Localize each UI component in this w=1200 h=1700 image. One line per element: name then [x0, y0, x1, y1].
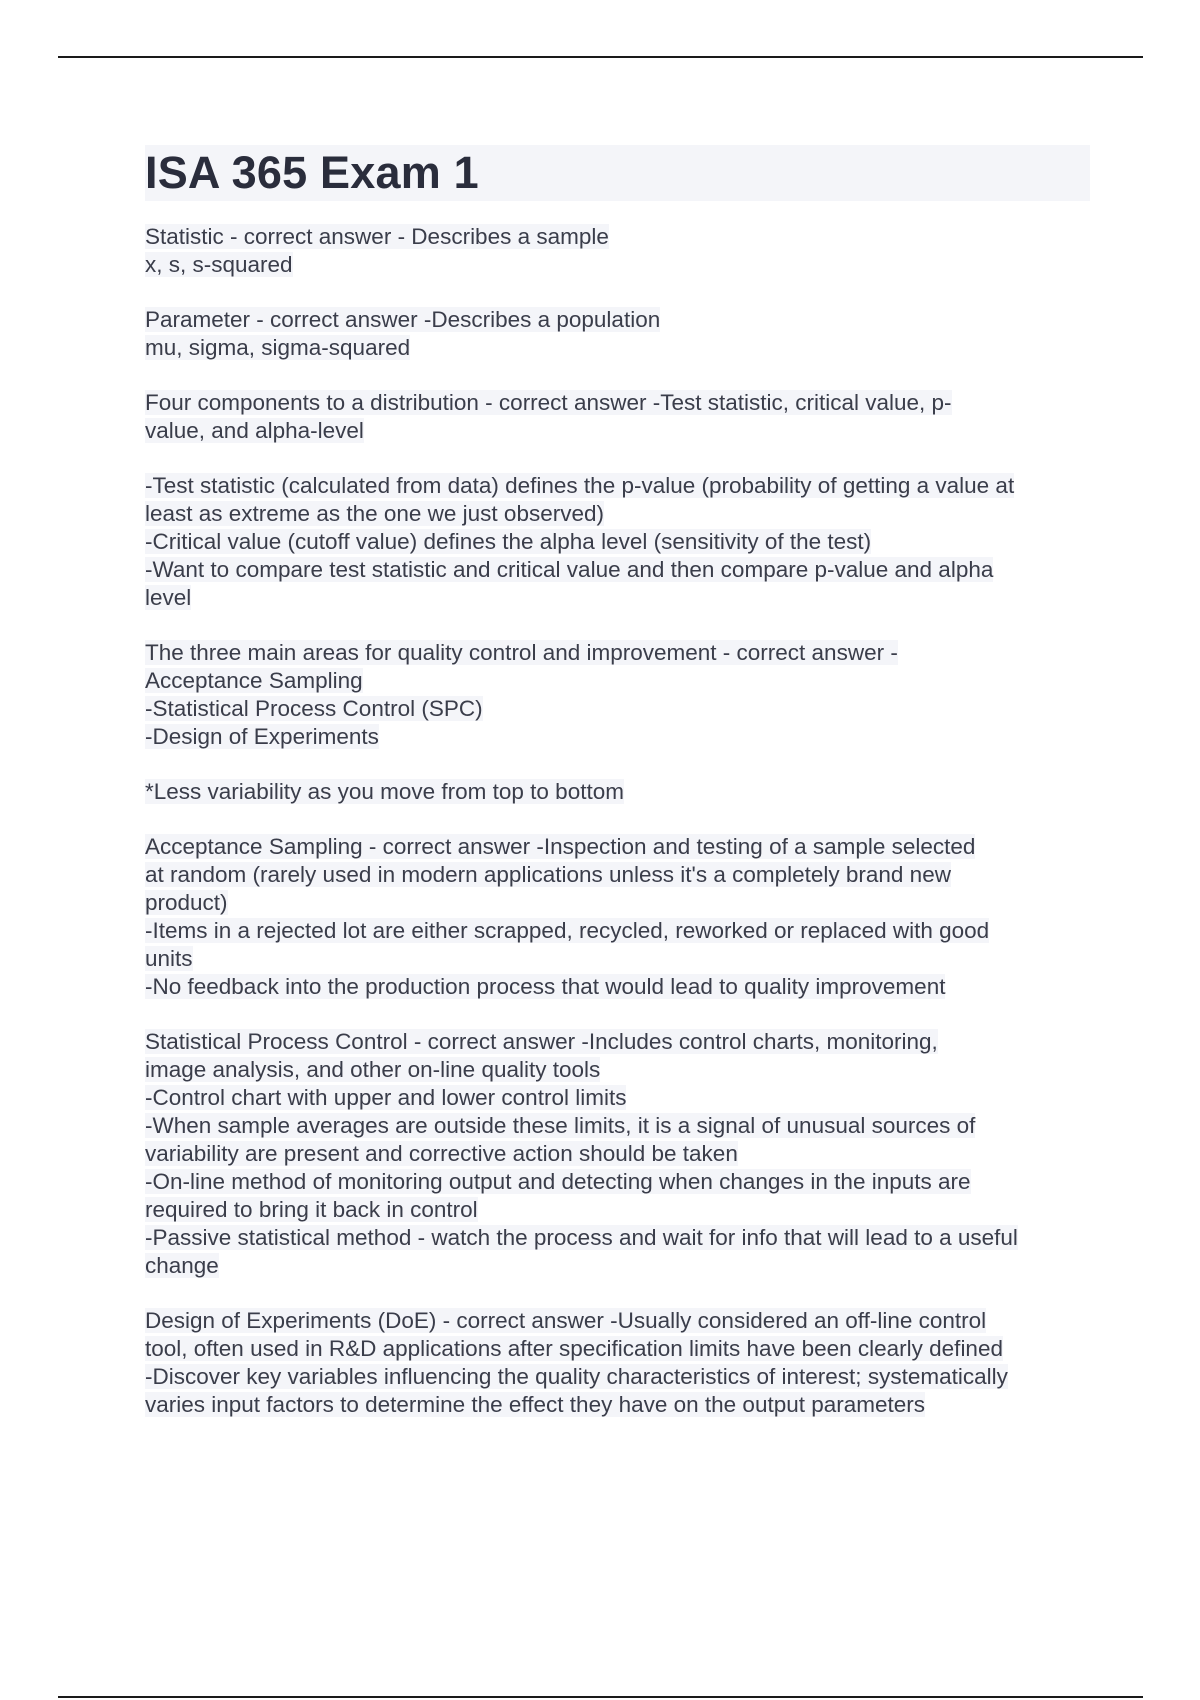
text-line [145, 833, 1090, 861]
text-line-content: level [145, 585, 192, 610]
text-line [145, 251, 1090, 279]
text-line [145, 778, 1090, 806]
text-line [145, 1363, 1090, 1391]
text-line-content: image analysis, and other on-line quality tools [145, 1057, 601, 1082]
text-line [145, 1391, 1090, 1419]
text-line-content: Acceptance Sampling - correct answer -Inspection and testing of a sample selected [145, 834, 976, 859]
text-line [145, 695, 1090, 723]
text-line-content: value, and alpha-level [145, 418, 364, 443]
text-line [145, 389, 1090, 417]
text-line [145, 417, 1090, 445]
text-line-content: at random (rarely used in modern applications unless it's a completely brand new [145, 862, 951, 887]
text-line [145, 1168, 1090, 1196]
page-title: ISA 365 Exam 1 [145, 147, 479, 198]
text-line [145, 945, 1090, 973]
text-line-content: variability are present and corrective action should be taken [145, 1141, 738, 1166]
text-line [145, 889, 1090, 917]
text-line-content: change [145, 1253, 219, 1278]
text-line-content: Design of Experiments (DoE) - correct answer -Usually considered an off-line control [145, 1308, 987, 1333]
text-line-content: mu, sigma, sigma-squared [145, 335, 411, 360]
text-line [145, 528, 1090, 556]
text-line-content: -Want to compare test statistic and critical value and then compare p-value and alpha [145, 557, 994, 582]
text-line-content: *Less variability as you move from top to bottom [145, 779, 624, 804]
text-line [145, 723, 1090, 751]
text-line-content: -Control chart with upper and lower control limits [145, 1085, 627, 1110]
text-line [145, 1056, 1090, 1084]
text-line [145, 306, 1090, 334]
text-line [145, 917, 1090, 945]
text-line-content: -Statistical Process Control (SPC) [145, 696, 483, 721]
text-line-content: least as extreme as the one we just observed) [145, 501, 604, 526]
qa-block [145, 472, 1090, 612]
text-line-content: -Discover key variables influencing the quality characteristics of interest; systematically [145, 1364, 1008, 1389]
qa-block [145, 389, 1090, 445]
text-line-content: Parameter - correct answer -Describes a population [145, 307, 661, 332]
text-line [145, 1307, 1090, 1335]
text-line [145, 1335, 1090, 1363]
text-line [145, 1224, 1090, 1252]
text-line [145, 973, 1090, 1001]
text-line-content: Four components to a distribution - correct answer -Test statistic, critical value, p- [145, 390, 952, 415]
text-line [145, 1140, 1090, 1168]
text-line [145, 223, 1090, 251]
text-line-content: Acceptance Sampling [145, 668, 363, 693]
text-line-content: varies input factors to determine the effect they have on the output parameters [145, 1392, 926, 1417]
qa-block [145, 1028, 1090, 1280]
text-line-content: tool, often used in R&D applications after specification limits have been clearly defined [145, 1336, 1003, 1361]
answer-blocks [145, 223, 1090, 1419]
qa-block [145, 223, 1090, 279]
text-line-content: product) [145, 890, 228, 915]
qa-block [145, 639, 1090, 751]
text-line [145, 334, 1090, 362]
text-line-content: -No feedback into the production process that would lead to quality improvement [145, 974, 946, 999]
text-line [145, 1112, 1090, 1140]
text-line-content: -When sample averages are outside these limits, it is a signal of unusual sources of [145, 1113, 976, 1138]
qa-block [145, 306, 1090, 362]
text-line [145, 861, 1090, 889]
text-line-content: -On-line method of monitoring output and detecting when changes in the inputs are [145, 1169, 971, 1194]
qa-block [145, 778, 1090, 806]
text-line-content: -Critical value (cutoff value) defines the alpha level (sensitivity of the test) [145, 529, 872, 554]
text-line-content: The three main areas for quality control and improvement - correct answer - [145, 640, 898, 665]
text-line-content: -Test statistic (calculated from data) defines the p-value (probability of getting a value at [145, 473, 1015, 498]
text-line [145, 667, 1090, 695]
text-line-content: Statistical Process Control - correct answer -Includes control charts, monitoring, [145, 1029, 938, 1054]
qa-block [145, 1307, 1090, 1419]
text-line-content: units [145, 946, 193, 971]
text-line-content: x, s, s-squared [145, 252, 293, 277]
text-line [145, 1028, 1090, 1056]
text-line [145, 500, 1090, 528]
text-line-content: -Passive statistical method - watch the process and wait for info that will lead to a useful [145, 1225, 1018, 1250]
text-line [145, 639, 1090, 667]
top-rule [58, 56, 1143, 58]
text-line [145, 1084, 1090, 1112]
title-band [145, 145, 1090, 201]
text-line-content: -Items in a rejected lot are either scrapped, recycled, reworked or replaced with good [145, 918, 990, 943]
text-line-content: required to bring it back in control [145, 1197, 478, 1222]
text-line [145, 556, 1090, 584]
text-line-content: Statistic - correct answer - Describes a sample [145, 224, 609, 249]
text-line [145, 472, 1090, 500]
text-line [145, 1252, 1090, 1280]
text-line-content: -Design of Experiments [145, 724, 379, 749]
text-line [145, 1196, 1090, 1224]
text-line [145, 584, 1090, 612]
qa-block [145, 833, 1090, 1001]
page-content [145, 145, 1090, 1446]
bottom-rule [58, 1696, 1143, 1698]
